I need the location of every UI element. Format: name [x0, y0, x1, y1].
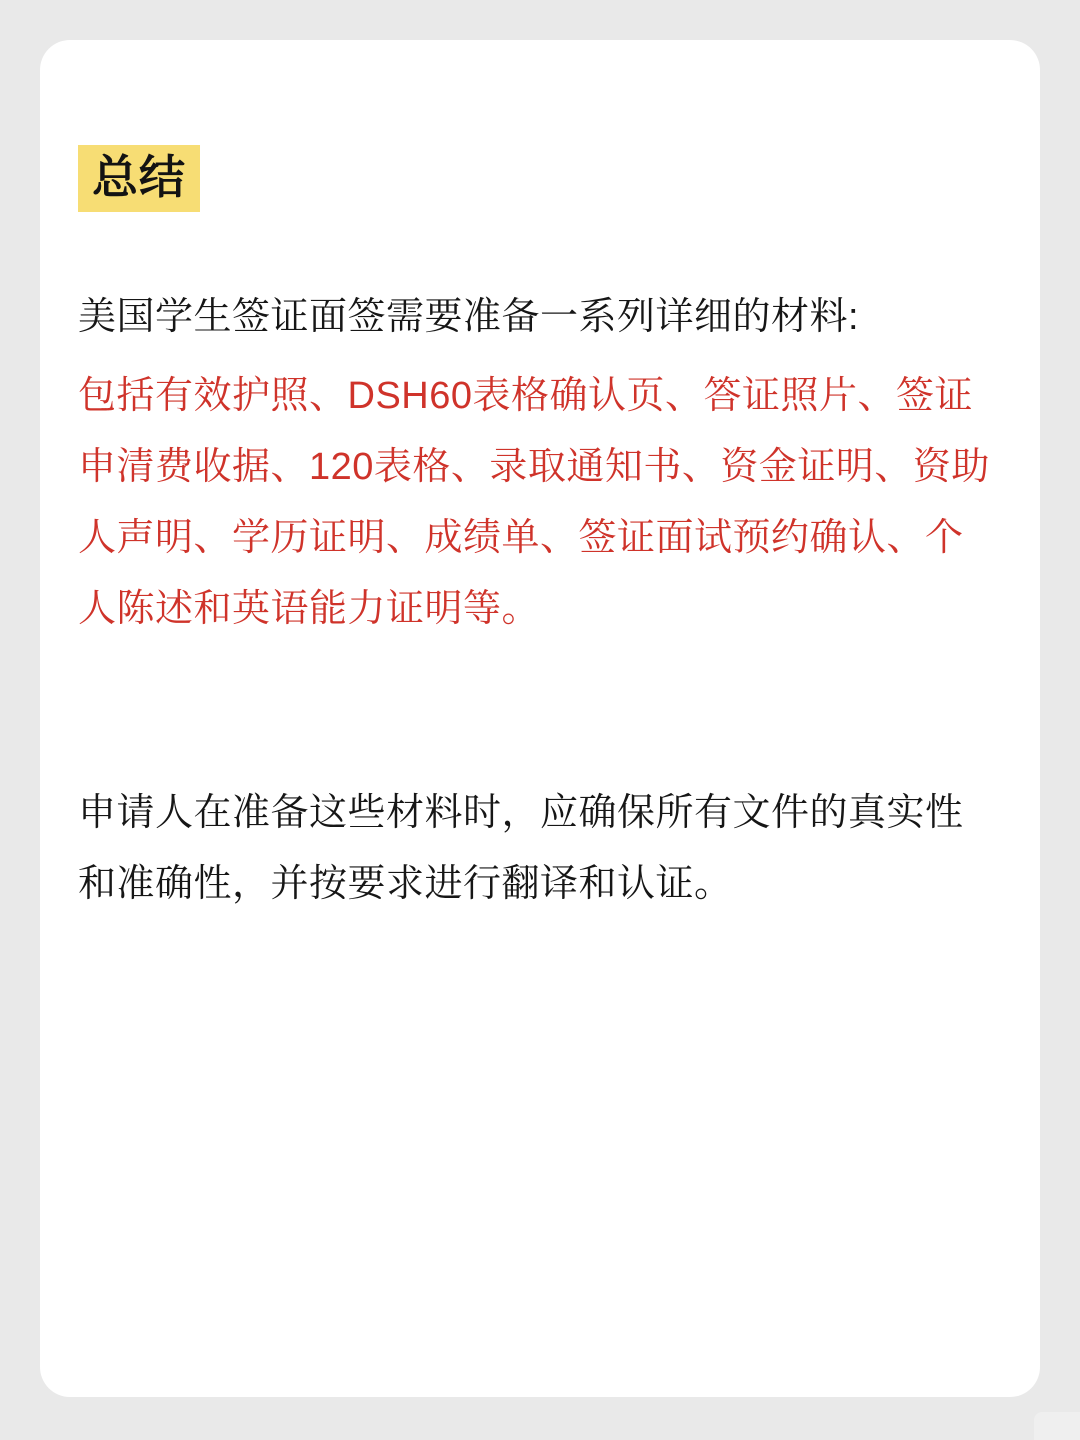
note-card [40, 40, 1040, 1397]
section-heading [78, 145, 1000, 212]
intro-text: 美国学生签证面签需要准备一系列详细的材料: [78, 296, 860, 338]
heading-highlight: 总结 [78, 145, 200, 212]
materials-list-text: 包括有效护照、DSH60表格确认页、答证照片、签证申清费收据、120表格、录取通知书、资金证明、资助人声明、学历证明、成绩单、签证面试预约确认、个人陈述和英语能力证明等。 [78, 375, 990, 630]
note-text: 申请人在准备这些材料时，应确保所有文件的真实性和准确性，并按要求进行翻译和认证。 [78, 792, 964, 905]
watermark-remnant [1034, 1412, 1080, 1440]
